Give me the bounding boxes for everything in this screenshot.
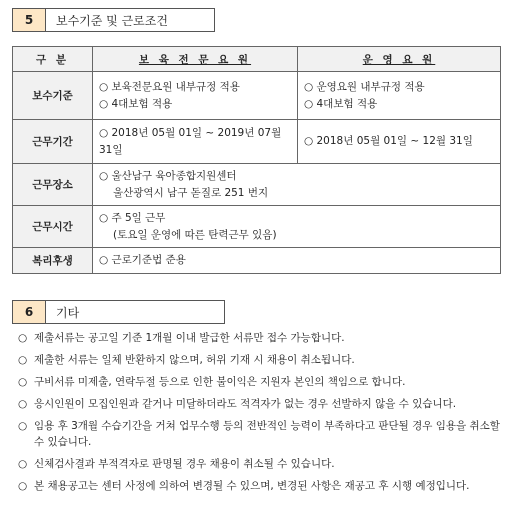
row-label: 근무시간 (13, 206, 93, 248)
bullet: ○ (18, 376, 28, 388)
list-item: ○ 제출한 서류는 일체 반환하지 않으며, 허위 기재 시 채용이 취소됩니다. (18, 354, 355, 366)
list-item: ○ 본 채용공고는 센터 사정에 의하여 변경될 수 있으며, 변경된 사항은 재공고 후 시행 예정입니다. (18, 480, 470, 492)
row-hours (13, 206, 501, 248)
bullet: ○ (18, 420, 28, 432)
section-title: 기타 (46, 300, 225, 324)
bullet: ○ (18, 332, 28, 344)
etc-list (18, 330, 504, 500)
section-6-header (12, 300, 225, 324)
section-title: 보수기준 및 근로조건 (46, 8, 215, 32)
section-number: 6 (12, 300, 46, 324)
row-label: 근무장소 (13, 164, 93, 206)
row-label: 보수기준 (13, 72, 93, 120)
section-5-header (12, 8, 215, 32)
row-pay (13, 72, 501, 120)
bullet: ○ (18, 354, 28, 366)
place-value: ○ 울산남구 육아종합지원센터 울산광역시 남구 돋질로 251 번지 (93, 164, 501, 206)
list-item: ○ 신체검사결과 부적격자로 판명될 경우 채용이 취소될 수 있습니다. (18, 458, 335, 470)
welfare-value: ○ 근로기준법 준용 (93, 248, 501, 274)
row-welfare (13, 248, 501, 274)
header-category: 구 분 (13, 47, 93, 72)
table-header-row (13, 47, 501, 72)
period-childcare: ○ 2018년 05월 01일 ~ 2019년 07월 31일 (93, 120, 298, 164)
pay-operation: ○ 운영요원 내부규정 적용 ○ 4대보험 적용 (298, 72, 501, 120)
bullet: ○ (18, 398, 28, 410)
row-period (13, 120, 501, 164)
pay-childcare: ○ 보육전문요원 내부규정 적용 ○ 4대보험 적용 (93, 72, 298, 120)
list-item: ○ 구비서류 미제출, 연락두절 등으로 인한 불이익은 지원자 본인의 책임으로 합니다. (18, 376, 406, 388)
period-operation: ○ 2018년 05월 01일 ~ 12월 31일 (298, 120, 501, 164)
list-item: ○ 임용 후 3개월 수습기간을 거쳐 업무수행 등의 전반적인 능력이 부족하다고 판단될 경우 임용을 취소할 수 있습니다. (18, 420, 500, 448)
hours-value: ○ 주 5일 근무 (토요일 운영에 따른 탄력근무 있음) (93, 206, 501, 248)
list-item: ○ 응시인원이 모집인원과 같거나 미달하더라도 적격자가 없는 경우 선발하지 않을 수 있습니다. (18, 398, 457, 410)
section-number: 5 (12, 8, 46, 32)
bullet: ○ (18, 480, 28, 492)
row-place (13, 164, 501, 206)
row-label: 복리후생 (13, 248, 93, 274)
bullet: ○ (18, 458, 28, 470)
row-label: 근무기간 (13, 120, 93, 164)
header-childcare: 보 육 전 문 요 원 (93, 47, 298, 72)
list-item: ○ 제출서류는 공고일 기준 1개월 이내 발급한 서류만 접수 가능합니다. (18, 332, 345, 344)
conditions-table (12, 46, 501, 274)
header-operation: 운 영 요 원 (298, 47, 501, 72)
